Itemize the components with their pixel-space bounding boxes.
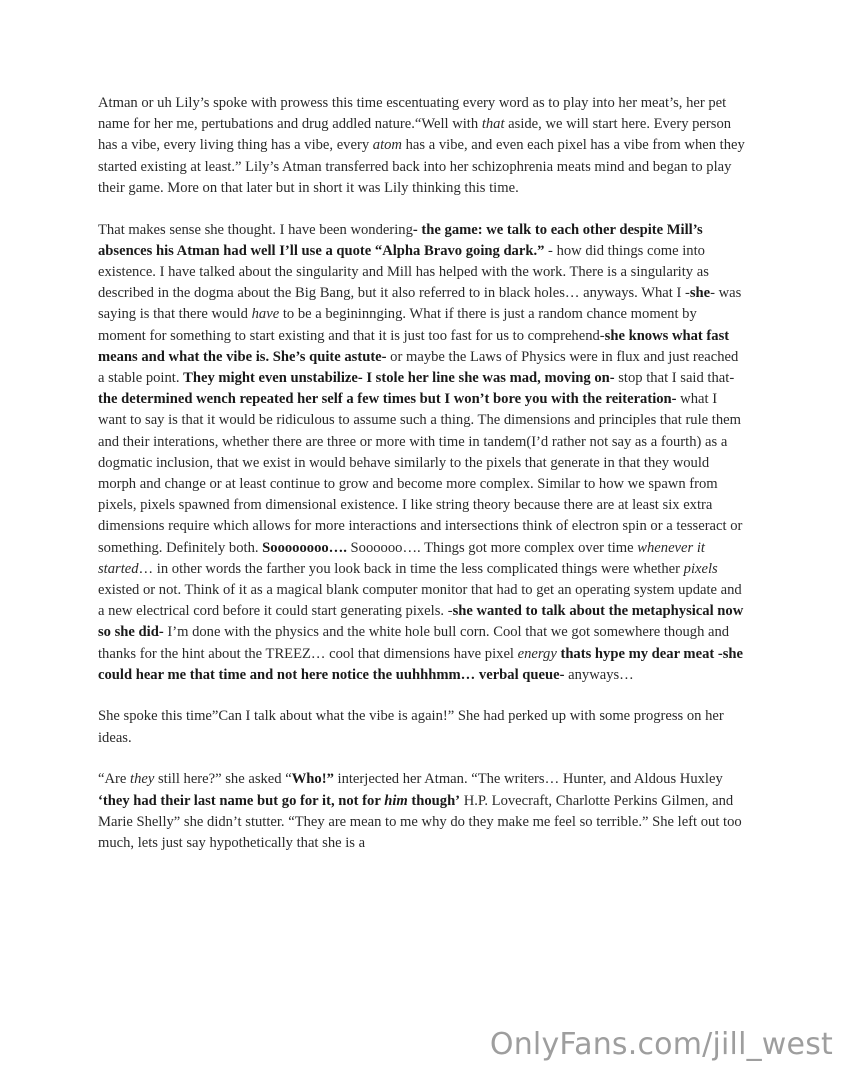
text-run: energy [517, 645, 557, 662]
text-run: ‘they had their last name but go for it, not for [98, 792, 385, 809]
text-run: thats hype my dear meat -she could hear me that time and not here notice the uuhhhmm… verbal queue- [98, 645, 747, 683]
text-run: the determined wench repeated her self a few times but I won’t bore you with the reiteration- [98, 391, 677, 408]
text-run: - how did things come into existence. I have talked about the singularity and Mill has helped with the work. There is a singularity as described in the dogma about the Big Bang, but it also referred to in black holes… anyways. What I - [98, 242, 713, 302]
text-run: that [481, 116, 505, 133]
text-run: has a vibe, and even each pixel has a vibe from when they started existing at least.” Lily’s Atman transferred back into her schizophrenia meats mind and began to play their game. More on that later but in short it was Lily thinking this time. [98, 137, 749, 196]
text-run: “Are [98, 771, 131, 788]
text-run: atom [372, 137, 402, 154]
text-run: she wanted to talk about the metaphysical now so she did- [98, 603, 747, 641]
text-run: existed or not. Think of it as a magical blank computer monitor that had to get an operating system update and a new electrical cord before it could start generating pixels. - [98, 560, 746, 620]
text-run: him [384, 792, 408, 809]
paragraph-2 [98, 220, 748, 686]
text-run: That makes sense she thought. I have been wondering [98, 221, 413, 238]
text-run: Who!” [291, 771, 334, 788]
paragraph-3 [98, 706, 748, 748]
text-run: aside, we will start here. Every person has a vibe, every living thing has a vibe, every [98, 116, 735, 154]
paragraph-1 [98, 93, 748, 199]
watermark: OnlyFans.com/jill_west [489, 1027, 833, 1062]
text-run: whenever it started [98, 539, 709, 577]
document-page [98, 93, 748, 875]
text-run: Soooooooo…. [262, 539, 347, 556]
text-run: she [689, 285, 711, 302]
text-run: stop that I said that- [614, 369, 735, 386]
text-run: Soooooo…. Things got more complex over time [346, 539, 638, 556]
text-run: H.P. Lovecraft, Charlotte Perkins Gilmen, and Marie Shelly” she didn’t stutter. “They are mean to me why do they make me feel so terrible.” She left out too much, lets just say hypothetically that she is a [98, 792, 746, 851]
text-run: - was saying is that there would [98, 285, 745, 323]
text-run: or maybe the Laws of Physics were in flux and just reached a stable point. [98, 348, 742, 386]
text-run: to be a begininnging. What if there is just a random chance moment by moment for something to start existing and that it is just too fast for us to comprehend- [98, 306, 701, 344]
text-run: - the game: we talk to each other despite Mill’s absences his Atman had well I’ll use a quote “Alpha Bravo going dark.” [98, 221, 707, 259]
text-run: still here?” she asked “ [154, 771, 292, 788]
paragraph-4 [98, 769, 748, 854]
text-run: I’m done with the physics and the white hole bull corn. Cool that we got somewhere though and thanks for the hint about the TREEZ… cool that dimensions have pixel [98, 624, 733, 662]
text-run: anyways… [564, 666, 634, 683]
text-run: pixels [683, 560, 718, 577]
text-run: They might even unstabilize- I stole her line she was mad, moving on- [183, 369, 615, 386]
text-run: Atman or uh Lily’s spoke with prowess this time escentuating every word as to play into her meat’s, her pet name for her me, pertubations and drug addled nature.“Well with [98, 95, 730, 133]
text-run: interjected her Atman. “The writers… Hunter, and Aldous Huxley [333, 771, 727, 788]
text-run: She spoke this time”Can I talk about what the vibe is again!” She had perked up with some progress on her ideas. [98, 708, 728, 746]
text-run: though’ [407, 792, 461, 809]
text-run: they [130, 771, 155, 788]
text-run: she knows what fast means and what the vibe is. She’s quite astute- [98, 327, 733, 365]
text-run: what I want to say is that it would be ridiculous to assume such a thing. The dimensions and principles that rule them and their interations, whether there are three or more with time in tandem(I’d rather not say as a fourth) as a dogmatic inclusion, that we exist in would behave similarly to the pixels that generate in that they would morph and change or at least continue to grow and become more complex. Similar to how we spawn from pixels, pixels spawned from dimensional existence. I like string theory because there are at least six extra dimensions require which allows for more interactions and intersections think of electron spin or a tesseract or something. Definitely both. [98, 391, 747, 556]
text-run: have [247, 306, 280, 323]
text-run: … in other words the farther you look back in time the less complicated things were whether [138, 560, 684, 577]
